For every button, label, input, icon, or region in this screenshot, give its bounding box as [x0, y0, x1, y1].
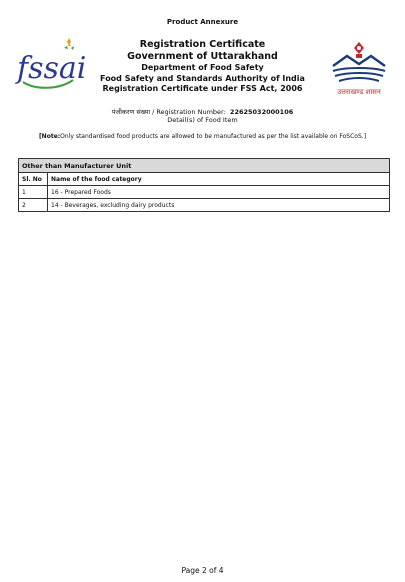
col-category-header: Name of the food category — [48, 173, 390, 186]
table-header-row — [19, 173, 390, 186]
note-text: Only standardised food products are allowed to be manufactured as per the list available on FoSCoS.] — [60, 133, 367, 140]
page-indicator: Page 2 of 4 — [181, 566, 224, 575]
header-line-4: Food Safety and Standards Authority of India — [100, 73, 305, 83]
table-section-row — [19, 159, 390, 173]
table-row — [19, 199, 390, 212]
note-line — [0, 133, 405, 140]
table-cell-sl: 2 — [19, 199, 48, 212]
table-row — [19, 186, 390, 199]
detail-title: Detail(s) of Food Item — [167, 116, 238, 124]
table-cell-category: 16 - Prepared Foods — [48, 186, 390, 199]
col-sl-header: Sl. No — [19, 173, 48, 186]
table-cell-category: 14 - Beverages, excluding dairy products — [48, 199, 390, 212]
header-line-2: Government of Uttarakhand — [127, 51, 278, 62]
note-prefix: [Note: — [38, 133, 61, 140]
table-cell-sl: 1 — [19, 186, 48, 199]
annex-title: Product Annexure — [166, 18, 239, 26]
certificate-header — [90, 39, 315, 95]
fssai-logo-text: fssai — [17, 51, 87, 86]
food-category-table — [18, 158, 390, 212]
header-line-5: Registration Certificate under FSS Act, 2006 — [102, 84, 303, 93]
uttarakhand-caption: उत्तराखण्ड शासन — [337, 88, 381, 96]
fssai-logo-icon — [15, 36, 87, 98]
header-line-3: Department of Food Safety — [141, 63, 264, 72]
uttarakhand-emblem-icon — [327, 38, 391, 98]
registration-label: पंजीकरण संख्या / Registration Number: — [111, 108, 226, 116]
registration-line — [0, 107, 405, 116]
header-line-1: Registration Certificate — [139, 39, 266, 50]
table-section-title: Other than Manufacturer Unit — [19, 159, 390, 173]
registration-number: 22625032000106 — [229, 108, 294, 116]
